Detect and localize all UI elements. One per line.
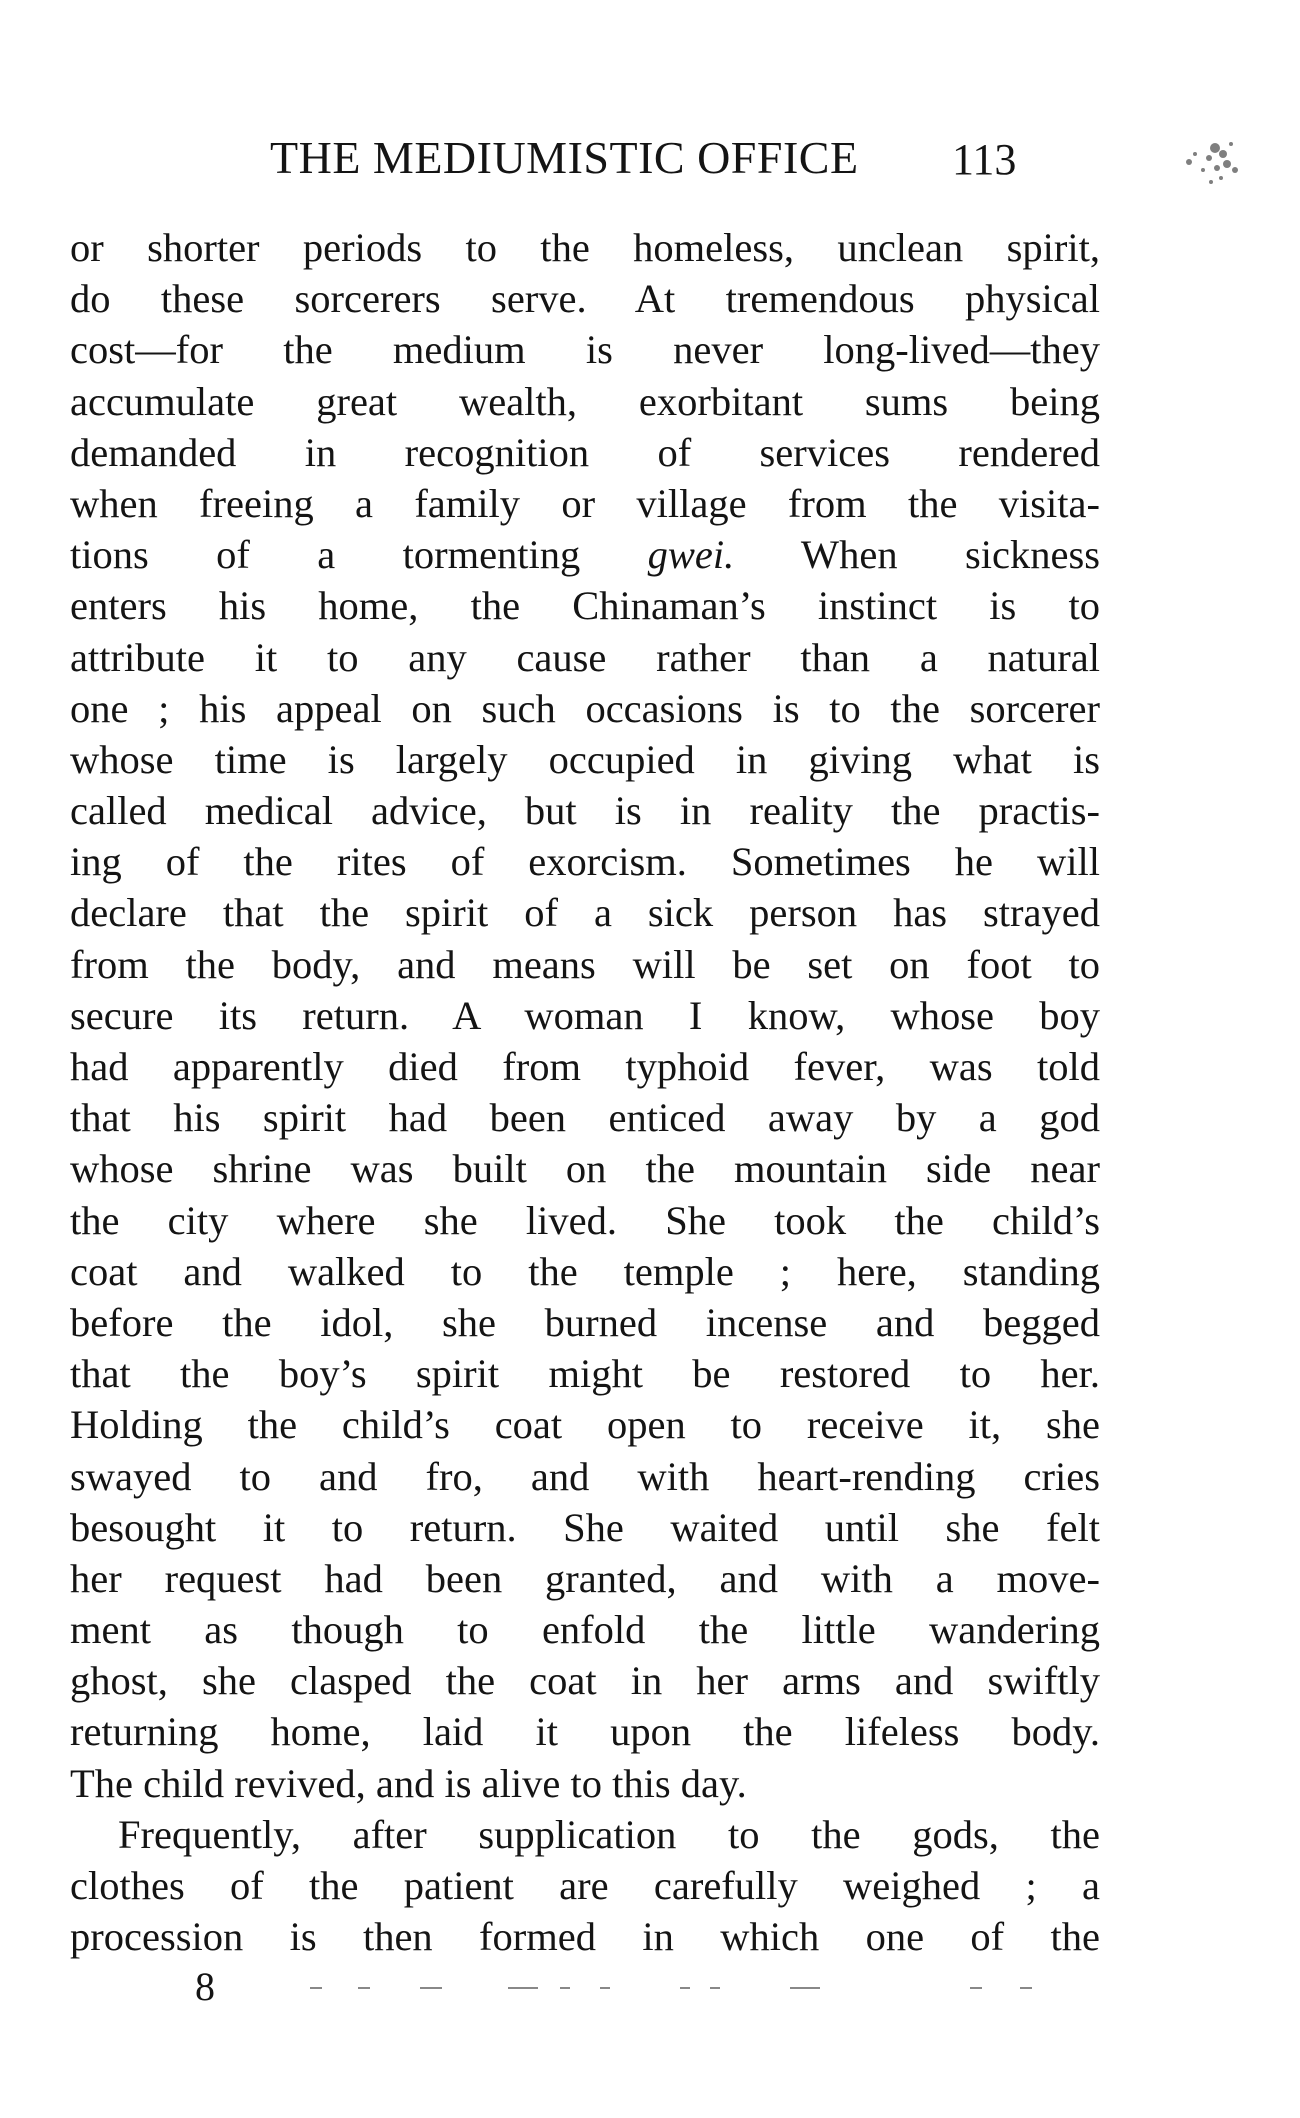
text-line: that the boy’s spirit might be restored to her. bbox=[70, 1351, 1100, 1397]
text-line: secure its return. A woman I know, whose boy bbox=[70, 992, 1100, 1038]
text-line: returning home, laid it upon the lifeless body. bbox=[70, 1709, 1100, 1755]
signature-mark: 8 bbox=[195, 1964, 215, 2009]
text-line: ghost, she clasped the coat in her arms and swiftly bbox=[70, 1658, 1100, 1704]
running-head bbox=[270, 128, 1110, 188]
text-line: the city where she lived. She took the child’s bbox=[70, 1197, 1100, 1243]
text-line: her request had been granted, and with a move- bbox=[70, 1555, 1100, 1601]
text-line: from the body, and means will be set on foot to bbox=[70, 941, 1100, 987]
text-line: clothes of the patient are carefully weighed ; a bbox=[70, 1863, 1100, 1908]
text-line: swayed to and fro, and with heart-rending cries bbox=[70, 1453, 1100, 1499]
text-line: called medical advice, but is in reality the practis- bbox=[70, 788, 1100, 834]
text-line: had apparently died from typhoid fever, was told bbox=[70, 1044, 1100, 1089]
text-line: Holding the child’s coat open to receive it, she bbox=[70, 1402, 1100, 1448]
text-line: whose time is largely occupied in giving what is bbox=[70, 736, 1100, 782]
text-line: ing of the rites of exorcism. Sometimes he will bbox=[70, 839, 1100, 885]
ink-smudge bbox=[1165, 130, 1255, 200]
text-segment: When sickness bbox=[734, 532, 1100, 578]
body-text bbox=[70, 222, 1100, 1962]
text-line: accumulate great wealth, exorbitant sums being bbox=[70, 378, 1100, 424]
page-number: 113 bbox=[952, 135, 1017, 184]
text-line: demanded in recognition of services rendered bbox=[70, 429, 1100, 475]
italic-term: gwei. bbox=[647, 532, 735, 578]
text-line: coat and walked to the temple ; here, standing bbox=[70, 1248, 1100, 1294]
text-line: Frequently, after supplication to the gods, the bbox=[118, 1811, 1100, 1857]
text-line: one ; his appeal on such occasions is to the sorcerer bbox=[70, 685, 1100, 731]
text-line: enters his home, the Chinaman’s instinct is to bbox=[70, 583, 1100, 629]
text-line: cost—for the medium is never long-lived—they bbox=[70, 327, 1100, 373]
text-line: whose shrine was built on the mountain side near bbox=[70, 1146, 1100, 1192]
text-line: besought it to return. She waited until she felt bbox=[70, 1504, 1100, 1550]
chapter-title: THE MEDIUMISTIC OFFICE bbox=[270, 132, 859, 183]
text-segment: tions of a tormenting bbox=[70, 532, 648, 578]
text-line: procession is then formed in which one of the bbox=[70, 1914, 1100, 1960]
text-line: declare that the spirit of a sick person has strayed bbox=[70, 890, 1100, 936]
print-artifact-dashes bbox=[270, 1986, 1090, 1990]
text-line: attribute it to any cause rather than a natural bbox=[70, 634, 1100, 680]
text-line: that his spirit had been enticed away by a god bbox=[70, 1095, 1100, 1141]
text-line: ment as though to enfold the little wandering bbox=[70, 1607, 1100, 1653]
text-line: when freeing a family or village from the visita- bbox=[70, 480, 1100, 526]
text-line: before the idol, she burned incense and begged bbox=[70, 1299, 1100, 1345]
text-line: do these sorcerers serve. At tremendous physical bbox=[70, 276, 1100, 322]
text-line: The child revived, and is alive to this day. bbox=[70, 1760, 747, 1806]
text-line: or shorter periods to the homeless, unclean spirit, bbox=[70, 225, 1100, 270]
text-line bbox=[70, 529, 1100, 580]
